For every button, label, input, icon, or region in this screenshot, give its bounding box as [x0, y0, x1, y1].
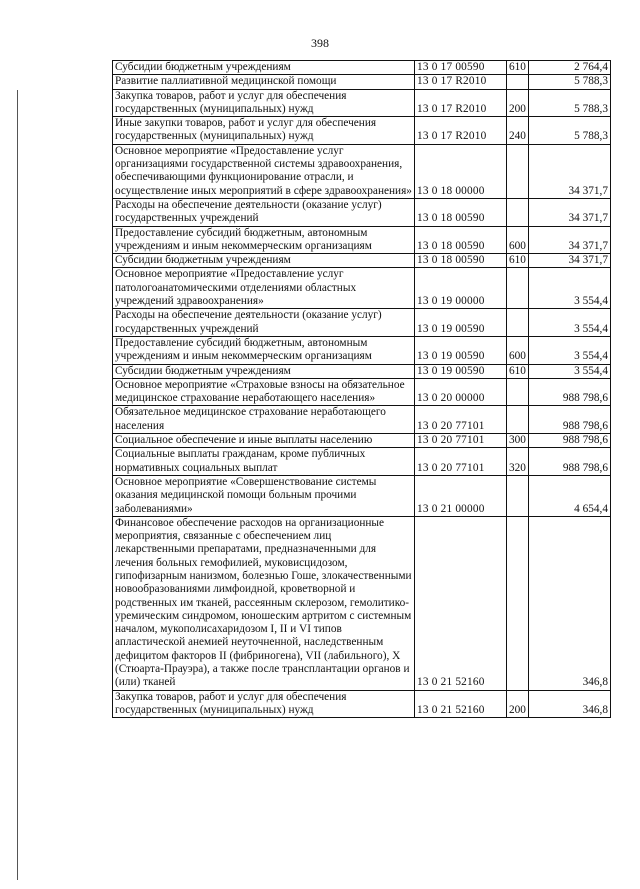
row-name-cell: Обязательное медицинское страхование неработающего населения	[113, 406, 415, 434]
row-name-cell: Основное мероприятие «Предоставление услуг организациями государственной системы здравоохранения, обеспечивающими функционирование отрасли, и осуществление иных мероприятий в сфере здравоохранения»	[113, 144, 415, 198]
table-row	[113, 516, 611, 690]
row-amount-cell: 988 798,6	[529, 434, 611, 448]
row-code-cell: 13 0 17 R2010	[415, 75, 507, 89]
table-row	[113, 198, 611, 226]
row-expense-type-cell: 320	[507, 448, 529, 476]
row-name-cell: Развитие паллиативной медицинской помощи	[113, 75, 415, 89]
row-amount-cell: 3 554,4	[529, 336, 611, 364]
budget-table	[112, 60, 611, 718]
table-row	[113, 475, 611, 516]
row-amount-cell: 5 788,3	[529, 89, 611, 117]
row-code-cell: 13 0 20 77101	[415, 448, 507, 476]
row-code-cell: 13 0 18 00590	[415, 198, 507, 226]
row-name-cell: Субсидии бюджетным учреждениям	[113, 61, 415, 75]
row-code-cell: 13 0 18 00590	[415, 226, 507, 254]
row-expense-type-cell: 240	[507, 117, 529, 145]
row-code-cell: 13 0 20 77101	[415, 406, 507, 434]
row-amount-cell: 3 554,4	[529, 364, 611, 378]
row-name-cell: Предоставление субсидий бюджетным, автономным учреждениям и иным некоммерческим организациям	[113, 336, 415, 364]
row-name-cell: Иные закупки товаров, работ и услуг для обеспечения государственных (муниципальных) нужд	[113, 117, 415, 145]
row-name-cell: Закупка товаров, работ и услуг для обеспечения государственных (муниципальных) нужд	[113, 690, 415, 718]
row-name-cell: Расходы на обеспечение деятельности (оказание услуг) государственных учреждений	[113, 198, 415, 226]
table-row	[113, 75, 611, 89]
table-row	[113, 117, 611, 145]
row-code-cell: 13 0 19 00590	[415, 336, 507, 364]
row-name-cell: Закупка товаров, работ и услуг для обеспечения государственных (муниципальных) нужд	[113, 89, 415, 117]
table-row	[113, 378, 611, 406]
row-code-cell: 13 0 19 00000	[415, 268, 507, 309]
page-number: 398	[311, 36, 329, 50]
row-amount-cell: 34 371,7	[529, 144, 611, 198]
row-expense-type-cell	[507, 475, 529, 516]
row-expense-type-cell	[507, 309, 529, 337]
table-row	[113, 336, 611, 364]
row-expense-type-cell: 600	[507, 336, 529, 364]
row-expense-type-cell: 610	[507, 61, 529, 75]
budget-table-body	[113, 61, 611, 718]
row-expense-type-cell	[507, 198, 529, 226]
row-amount-cell: 5 788,3	[529, 117, 611, 145]
row-name-cell: Основное мероприятие «Предоставление услуг патологоанатомическими отделениями областных учреждений здравоохранения»	[113, 268, 415, 309]
row-name-cell: Субсидии бюджетным учреждениям	[113, 254, 415, 268]
table-row	[113, 226, 611, 254]
row-code-cell: 13 0 20 77101	[415, 434, 507, 448]
row-amount-cell: 34 371,7	[529, 226, 611, 254]
row-expense-type-cell	[507, 75, 529, 89]
table-row	[113, 364, 611, 378]
row-expense-type-cell	[507, 406, 529, 434]
row-expense-type-cell: 600	[507, 226, 529, 254]
table-row	[113, 406, 611, 434]
table-row	[113, 434, 611, 448]
row-code-cell: 13 0 18 00000	[415, 144, 507, 198]
row-expense-type-cell	[507, 516, 529, 690]
row-code-cell: 13 0 17 00590	[415, 61, 507, 75]
row-name-cell: Финансовое обеспечение расходов на организационные мероприятия, связанные с обеспечением лиц лекарственными препаратами, предназначенными для лечения больных гемофилией, муковисцидозом, гипофизарным нанизмом, болезнью Гоше, злокачественными новообразованиями лимфоидной, кроветворной и родственных им тканей, рассеянным склерозом, гемолитико-уремическим синдромом, юношеским артритом с системным началом, мукополисахаридозом I, II и VI типов апластической анемией неуточненной, наследственным дефицитом факторов II (фибриногена), VII (лабильного), X (Стюарта-Прауэра), а также после трансплантации органов и (или) тканей	[113, 516, 415, 690]
row-expense-type-cell: 300	[507, 434, 529, 448]
table-row	[113, 309, 611, 337]
table-row	[113, 254, 611, 268]
row-amount-cell: 346,8	[529, 516, 611, 690]
row-expense-type-cell	[507, 144, 529, 198]
row-code-cell: 13 0 17 R2010	[415, 89, 507, 117]
row-amount-cell: 3 554,4	[529, 309, 611, 337]
table-row	[113, 61, 611, 75]
row-name-cell: Расходы на обеспечение деятельности (оказание услуг) государственных учреждений	[113, 309, 415, 337]
table-row	[113, 448, 611, 476]
row-name-cell: Социальное обеспечение и иные выплаты населению	[113, 434, 415, 448]
row-name-cell: Социальные выплаты гражданам, кроме публичных нормативных социальных выплат	[113, 448, 415, 476]
row-expense-type-cell: 610	[507, 254, 529, 268]
row-amount-cell: 2 764,4	[529, 61, 611, 75]
row-expense-type-cell	[507, 268, 529, 309]
row-amount-cell: 5 788,3	[529, 75, 611, 89]
row-amount-cell: 3 554,4	[529, 268, 611, 309]
row-name-cell: Основное мероприятие «Страховые взносы на обязательное медицинское страхование неработающего населения»	[113, 378, 415, 406]
row-expense-type-cell	[507, 378, 529, 406]
row-name-cell: Предоставление субсидий бюджетным, автономным учреждениям и иным некоммерческим организациям	[113, 226, 415, 254]
row-amount-cell: 988 798,6	[529, 448, 611, 476]
row-code-cell: 13 0 21 52160	[415, 516, 507, 690]
row-amount-cell: 4 654,4	[529, 475, 611, 516]
table-row	[113, 268, 611, 309]
row-code-cell: 13 0 19 00590	[415, 309, 507, 337]
row-expense-type-cell: 610	[507, 364, 529, 378]
row-amount-cell: 988 798,6	[529, 406, 611, 434]
row-code-cell: 13 0 17 R2010	[415, 117, 507, 145]
row-expense-type-cell: 200	[507, 690, 529, 718]
row-name-cell: Основное мероприятие «Совершенствование системы оказания медицинской помощи больным прочими заболеваниями»	[113, 475, 415, 516]
row-code-cell: 13 0 21 52160	[415, 690, 507, 718]
row-amount-cell: 34 371,7	[529, 198, 611, 226]
row-expense-type-cell: 200	[507, 89, 529, 117]
left-margin-line	[17, 90, 18, 880]
row-code-cell: 13 0 20 00000	[415, 378, 507, 406]
table-row	[113, 89, 611, 117]
row-amount-cell: 346,8	[529, 690, 611, 718]
table-row	[113, 690, 611, 718]
row-code-cell: 13 0 18 00590	[415, 254, 507, 268]
row-code-cell: 13 0 21 00000	[415, 475, 507, 516]
table-row	[113, 144, 611, 198]
row-amount-cell: 988 798,6	[529, 378, 611, 406]
row-name-cell: Субсидии бюджетным учреждениям	[113, 364, 415, 378]
row-code-cell: 13 0 19 00590	[415, 364, 507, 378]
row-amount-cell: 34 371,7	[529, 254, 611, 268]
